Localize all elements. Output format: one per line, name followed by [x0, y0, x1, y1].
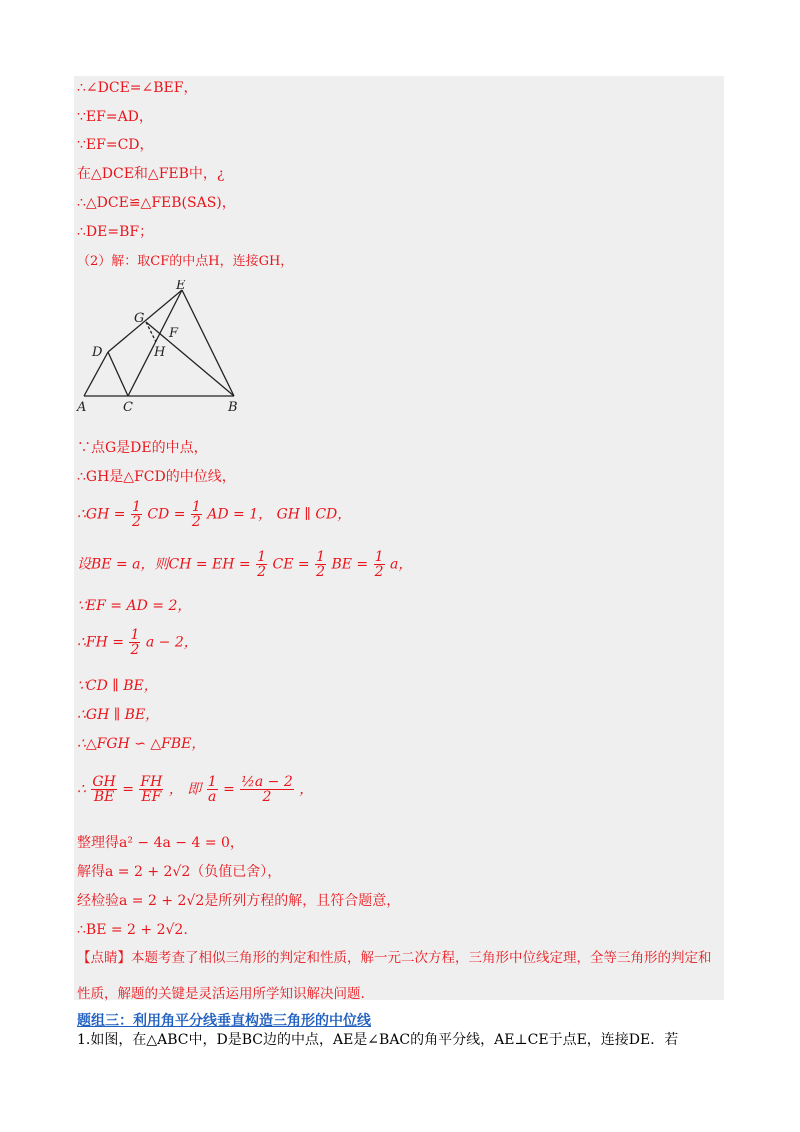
solution-line-2: ∴GH是△FCD的中位线，	[77, 469, 236, 485]
solution-line-1: ∵点G是DE的中点，	[77, 440, 208, 456]
segment-ce	[128, 290, 182, 396]
text-segment: AD = 1， GH ∥ CD，	[207, 506, 352, 523]
proof-line-6: ∴DE=BF；	[77, 224, 154, 240]
proof-line-3: ∵EF=CD，	[77, 137, 154, 153]
label-b: B	[228, 400, 238, 415]
fraction: $\frac{\text{½a − 2}}{2}$	[241, 774, 293, 805]
label-h: H	[154, 345, 166, 360]
text-segment: a，	[389, 556, 413, 573]
comment-paragraph: 【点睛】本题考查了相似三角形的判定和性质，解一元二次方程，三角形中位线定理，全等三角形的判定和性质，解题的关键是灵活运用所学知识解决问题.	[77, 950, 712, 1002]
group-title: 题组三：利用角平分线垂直构造三角形的中位线	[77, 1013, 371, 1029]
fraction: $\frac{1}{2}$	[374, 549, 384, 580]
problem-text: 1.如图，在△ABC中，D是BC边的中点，AE是∠BAC的角平分线，AE⊥CE于点E，连接DE．若	[77, 1032, 679, 1048]
solution-line-8: ∴GH ∥ BE，	[77, 707, 160, 723]
label-g: G	[134, 311, 145, 326]
label-f: F	[169, 326, 179, 341]
label-c: C	[123, 400, 133, 415]
solution-line-4	[77, 550, 412, 579]
proof-line-4: 在△DCE和△FEB中，¿	[77, 166, 225, 182]
fraction: $\frac{1}{2}$	[131, 499, 141, 530]
segment-dc	[108, 352, 128, 396]
proof-line-1: ∴∠DCE=∠BEF，	[77, 80, 198, 96]
proof-line-2: ∵EF=AD，	[77, 109, 153, 125]
text-segment: a − 2，	[145, 634, 198, 651]
proof-line-5: ∴△DCE≌△FEB(SAS)，	[77, 195, 236, 211]
label-e: E	[176, 280, 186, 293]
solution-line-7: ∵CD ∥ BE，	[77, 678, 158, 694]
text-segment: ∴	[77, 781, 86, 798]
fraction: $\frac{1}{2}$	[191, 499, 201, 530]
fraction: $\frac{1}{2}$	[257, 549, 267, 580]
text-segment: =	[223, 781, 235, 798]
text-segment: ，	[299, 781, 314, 798]
segment-eb	[182, 290, 234, 396]
label-d: D	[92, 345, 103, 360]
segment-gh	[146, 322, 156, 342]
geometry-figure	[74, 280, 274, 420]
proof-line-7: （2）解：取CF的中点H，连接GH，	[77, 254, 294, 269]
solution-line-6	[77, 628, 198, 657]
text-segment: CE =	[272, 556, 310, 573]
text-segment: CD =	[147, 506, 186, 523]
fraction: $\frac{1}{2}$	[130, 627, 140, 658]
text-segment: ∴FH =	[77, 634, 125, 651]
solution-line-11: 整理得a² − 4a − 4 = 0，	[77, 835, 244, 851]
text-segment: ， 即	[168, 781, 202, 798]
solution-line-12: 解得a = 2 + 2√2（负值已舍），	[77, 864, 282, 880]
solution-line-14: ∴BE = 2 + 2√2.	[77, 922, 188, 938]
text-segment: BE =	[331, 556, 369, 573]
solution-line-13: 经检验a = 2 + 2√2是所列方程的解，且符合题意，	[77, 893, 401, 909]
solution-line-10	[77, 775, 313, 804]
solution-line-5: ∵EF = AD = 2，	[77, 598, 192, 614]
text-segment: 设BE = a，则CH = EH =	[77, 556, 251, 573]
fraction: $\frac{1}{a}$	[207, 774, 217, 805]
text-segment: =	[122, 781, 134, 798]
label-a: A	[77, 400, 87, 415]
fraction: $\frac{1}{2}$	[316, 549, 325, 580]
fraction: $\frac{FH}{EF}$	[140, 774, 163, 805]
solution-line-9: ∴△FGH ∽ △FBE，	[77, 736, 206, 752]
fraction: $\frac{GH}{BE}$	[92, 774, 116, 805]
solution-line-3	[77, 500, 351, 529]
text-segment: ∴GH =	[77, 506, 126, 523]
